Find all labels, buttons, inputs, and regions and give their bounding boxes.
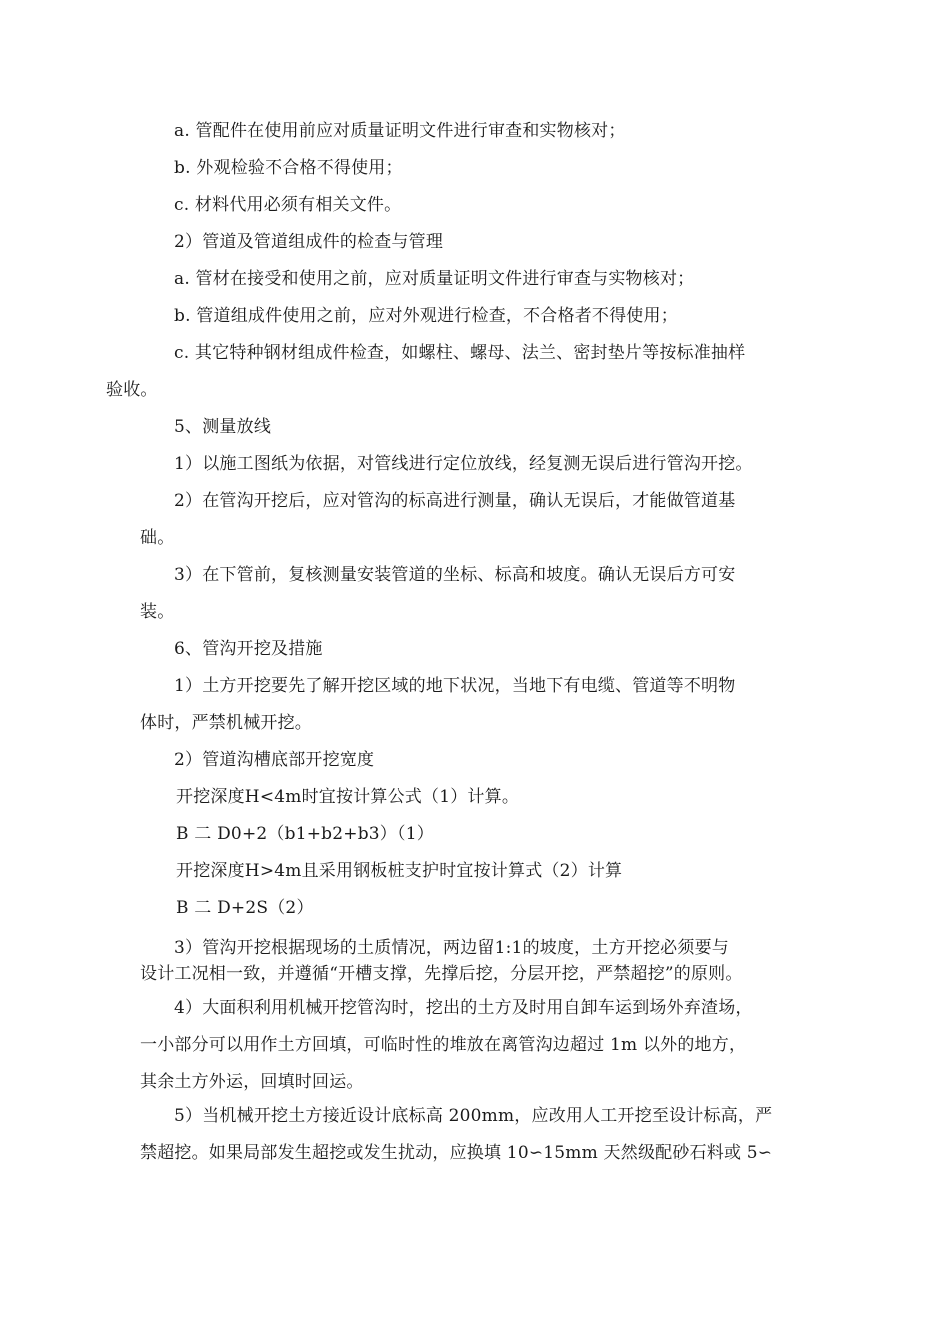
paragraph-formula-1-intro xyxy=(144,779,824,816)
paragraph-survey-2 xyxy=(140,483,820,557)
text-line: 2）管道沟槽底部开挖宽度 xyxy=(174,750,375,770)
text-line: c. 材料代用必须有相关文件。 xyxy=(174,195,402,215)
text-line: 其余土方外运，回填时回运。 xyxy=(140,1072,364,1092)
paragraph-trench-4 xyxy=(140,990,820,1101)
text-line: 2）管道及管道组成件的检查与管理 xyxy=(174,232,444,252)
text-line: 验收。 xyxy=(106,380,158,400)
text-line: 装。 xyxy=(140,602,175,622)
text-line: 禁超挖。如果局部发生超挖或发生扰动，应换填 10∽15mm 天然级配砂石料或 5∽ xyxy=(140,1143,773,1163)
paragraph-trench-2 xyxy=(140,742,820,779)
text-line: 础。 xyxy=(140,528,175,548)
paragraph-trench-3 xyxy=(140,935,820,987)
text-line: 设计工况相一致，并遵循“开槽支撑，先撑后挖，分层开挖，严禁超挖”的原则。 xyxy=(140,964,743,984)
paragraph-a-pipe xyxy=(140,261,820,298)
text-line: 2）在管沟开挖后，应对管沟的标高进行测量，确认无误后，才能做管道基 xyxy=(174,491,736,511)
text-line: 1）以施工图纸为依据，对管线进行定位放线，经复测无误后进行管沟开挖。 xyxy=(174,454,753,474)
text-line: 3）在下管前，复核测量安装管道的坐标、标高和坡度。确认无误后方可安 xyxy=(174,565,736,585)
subheading-pipe-inspection xyxy=(140,224,820,261)
paragraph-survey-3 xyxy=(140,557,820,631)
text-line: B 二 D+2S（2） xyxy=(176,898,314,918)
paragraph-formula-2-intro xyxy=(144,853,824,890)
formula-1 xyxy=(144,816,824,853)
formula-2 xyxy=(144,890,824,927)
text-line: a. 管材在接受和使用之前，应对质量证明文件进行审查与实物核对； xyxy=(174,269,695,289)
text-line: 5、测量放线 xyxy=(174,417,272,437)
paragraph-b-visual xyxy=(140,150,820,187)
text-line: c. 其它特种钢材组成件检查，如螺柱、螺母、法兰、密封垫片等按标准抽样 xyxy=(174,343,746,363)
text-line: b. 管道组成件使用之前，应对外观进行检查，不合格者不得使用； xyxy=(174,306,678,326)
text-line: a. 管配件在使用前应对质量证明文件进行审查和实物核对； xyxy=(174,121,626,141)
paragraph-trench-1 xyxy=(140,668,820,742)
text-line: 6、管沟开挖及措施 xyxy=(174,639,323,659)
text-line: 4）大面积利用机械开挖管沟时，挖出的土方及时用自卸车运到场外弃渣场， xyxy=(174,998,753,1018)
text-line: 1）土方开挖要先了解开挖区域的地下状况，当地下有电缆、管道等不明物 xyxy=(174,676,736,696)
paragraph-b-components xyxy=(140,298,820,335)
text-line: 开挖深度H<4m时宜按计算公式（1）计算。 xyxy=(176,787,520,807)
paragraph-a-fittings xyxy=(140,113,820,150)
paragraph-c-special-steel xyxy=(106,335,820,409)
paragraph-survey-1 xyxy=(140,446,820,483)
text-line: 3）管沟开挖根据现场的土质情况，两边留1:1的坡度，土方开挖必须要与 xyxy=(174,938,729,958)
text-line: B 二 D0+2（b1+b2+b3）（1） xyxy=(176,824,434,844)
text-line: 5）当机械开挖土方接近设计底标高 200mm，应改用人工开挖至设计标高，严 xyxy=(174,1106,773,1126)
paragraph-trench-5 xyxy=(140,1098,820,1172)
heading-trench xyxy=(140,631,820,668)
text-line: b. 外观检验不合格不得使用； xyxy=(174,158,403,178)
paragraph-c-substitute xyxy=(140,187,820,224)
text-line: 开挖深度H>4m且采用钢板桩支护时宜按计算式（2）计算 xyxy=(176,861,623,881)
heading-survey xyxy=(140,409,820,446)
text-line: 体时，严禁机械开挖。 xyxy=(140,713,312,733)
text-line: 一小部分可以用作土方回填，可临时性的堆放在离管沟边超过 1m 以外的地方， xyxy=(140,1035,747,1055)
